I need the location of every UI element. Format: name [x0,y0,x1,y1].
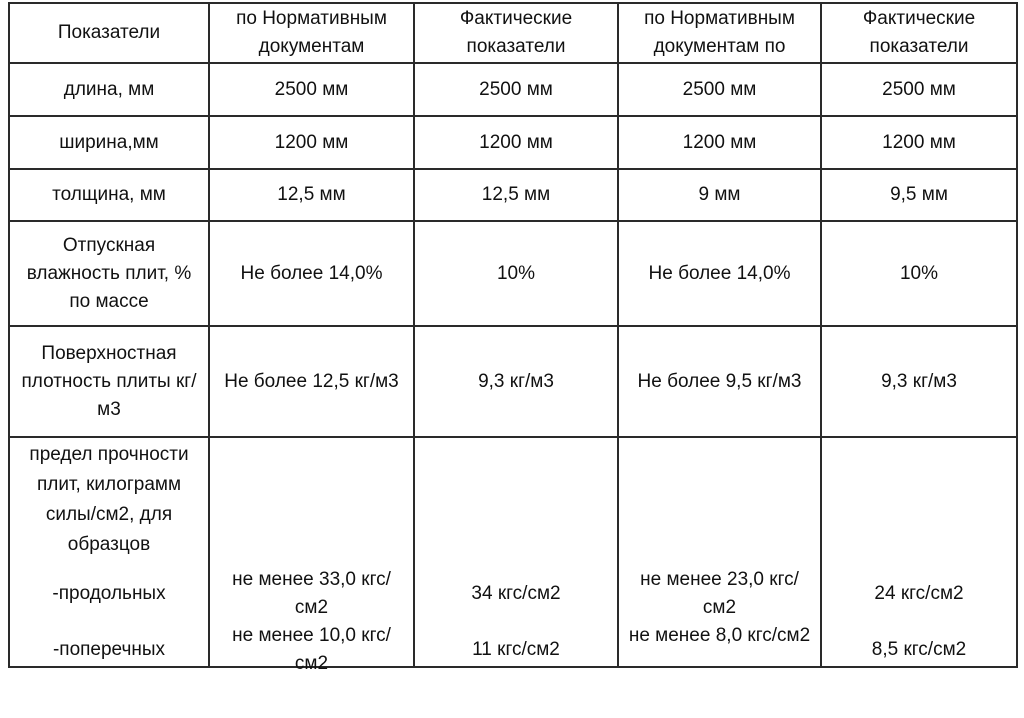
cell-norm-a: 12,5 мм [209,169,414,221]
cell-actual-b: 10% [821,221,1017,326]
cell-norm-b: 9 мм [618,169,821,221]
cell-actual-b [821,437,1017,667]
row-label: Поверхностная плотность плиты кг/м3 [9,326,209,437]
row-label: Отпускная влажность плит, % по массе [9,221,209,326]
cell-actual-b: 2500 мм [821,63,1017,116]
table-row [9,221,1017,326]
norm-a-longitudinal: не менее 33,0 кгс/см2 [232,569,391,618]
table-header-row [9,3,1017,63]
cell-actual-a: 1200 мм [414,116,618,169]
header-norm-b: по Нормативным документам по [618,3,821,63]
cell-norm-a: 1200 мм [209,116,414,169]
header-actual-b: Фактические показатели [821,3,1017,63]
cell-actual-a [414,437,618,667]
cell-norm-b: Не более 14,0% [618,221,821,326]
actual-b-longitudinal: 24 кгс/см2 [874,583,964,604]
cell-norm-a: Не более 14,0% [209,221,414,326]
table-row [9,63,1017,116]
cell-actual-b: 9,5 мм [821,169,1017,221]
actual-b-transverse: 8,5 кгс/см2 [871,639,967,660]
row-label-strength [9,437,209,667]
cell-norm-a: Не более 12,5 кг/м3 [209,326,414,437]
table-row-strength [9,437,1017,667]
cell-actual-b: 1200 мм [821,116,1017,169]
actual-a-longitudinal: 34 кгс/см2 [471,583,561,604]
sub-label-transverse: -поперечных [52,639,166,660]
table-row [9,169,1017,221]
cell-norm-b: 1200 мм [618,116,821,169]
norm-b-longitudinal: не менее 23,0 кгс/см2 [640,569,799,618]
sub-label-longitudinal: -продольных [52,583,166,604]
cell-norm-b: Не более 9,5 кг/м3 [618,326,821,437]
header-actual-a: Фактические показатели [414,3,618,63]
cell-actual-a: 10% [414,221,618,326]
properties-table [8,2,1018,674]
actual-a-transverse: 11 кгс/см2 [472,639,560,660]
header-norm-a: по Нормативным документам [209,3,414,63]
cell-norm-a [209,437,414,674]
header-indicators: Показатели [9,3,209,63]
cell-norm-a: 2500 мм [209,63,414,116]
cell-actual-a: 12,5 мм [414,169,618,221]
row-label: ширина,мм [9,116,209,169]
table-row [9,116,1017,169]
row-label: длина, мм [9,63,209,116]
cell-actual-a: 2500 мм [414,63,618,116]
row-label: толщина, мм [9,169,209,221]
norm-b-transverse: не менее 8,0 кгс/см2 [628,625,811,646]
cell-norm-b: 2500 мм [618,63,821,116]
cell-norm-b [618,437,821,667]
strength-label: предел прочности плит, килограмм силы/см2, для образцов [29,444,189,555]
cell-actual-b: 9,3 кг/м3 [821,326,1017,437]
table-row [9,326,1017,437]
norm-a-transverse: не менее 10,0 кгс/см2 [232,625,391,674]
cell-actual-a: 9,3 кг/м3 [414,326,618,437]
